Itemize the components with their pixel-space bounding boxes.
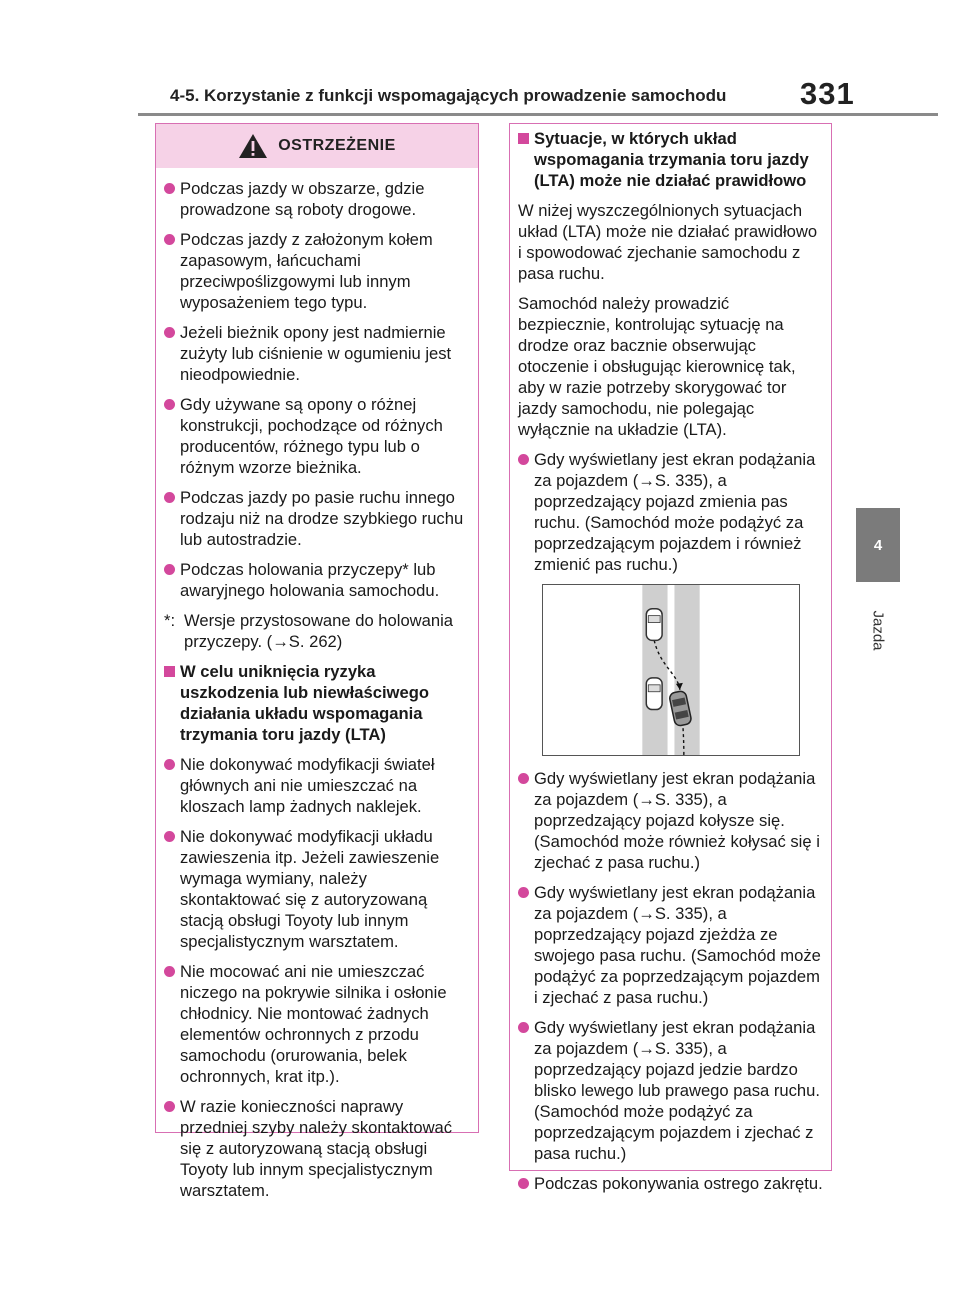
lane-diagram [543,585,799,755]
condition-item: Gdy wyświetlany jest ekran podążania za pojazdem (→S. 335), a poprzedzający pojazd kołysze się. (Samochód może również kołysać się i zjechać z pasa ruchu.) [518,768,825,873]
condition-item: Gdy wyświetlany jest ekran podążania za pojazdem (→S. 335), a poprzedzający pojazd zjeżdża ze swojego pasa ruchu. (Samochód może podążyć za poprzedzającym pojazdem i zjechać z pasa ruchu.) [518,882,825,1008]
warning-item: Podczas jazdy w obszarze, gdzie prowadzone są roboty drogowe. [164,178,472,220]
footnote-mark: *: [164,611,176,630]
warning-item: Podczas jazdy z założonym kołem zapasowym, łańcuchami przeciwpoślizgowymi lub innym wyposażeniem tego typu. [164,229,472,313]
warning-subheading: W celu uniknięcia ryzyka uszkodzenia lub niewłaściwego działania układu wspomagania trzymania toru jazdy (LTA) [164,661,472,745]
section-title: 4-5. Korzystanie z funkcji wspomagających prowadzenie samochodu [170,86,727,105]
chapter-label-text: Jazda [869,609,887,651]
warning-item: Podczas holowania przyczepy* lub awaryjnego holowania samochodu. [164,559,472,601]
warning-triangle-icon [238,133,268,159]
condition-item: Gdy wyświetlany jest ekran podążania za pojazdem (→S. 335), a poprzedzający pojazd jedzie bardzo blisko lewego lub prawego pasa ruchu. (Samochód może podążyć za poprzedzającym pojazdem i zjechać z pasa ruchu.) [518,1017,825,1164]
warning-box [155,123,479,1200]
page-number: 331 [800,76,855,111]
page-header [0,0,960,120]
warning-header [156,124,478,168]
warning-body [156,168,478,1201]
intro-paragraph: W niżej wyszczególnionych sytuacjach układ (LTA) może nie działać prawidłowo i spowodować zjechanie samochodu z pasa ruchu. [518,201,818,283]
warning-item: Podczas jazdy po pasie ruchu innego rodzaju niż na drodze szybkiego ruchu lub autostradzie. [164,487,472,550]
footnote [164,610,472,652]
lta-conditions-box [509,123,832,1193]
warning-item: Nie dokonywać modyfikacji świateł głównych ani nie umieszczać na kloszach lamp żadnych naklejek. [164,754,472,817]
chapter-label [856,600,900,660]
warning-item: Jeżeli bieżnik opony jest nadmiernie zużyty lub ciśnienie w ogumieniu jest nieodpowiednie. [164,322,472,385]
warning-item: Nie dokonywać modyfikacji układu zawieszenia itp. Jeżeli zawieszenie wymaga wymiany, należy skontaktować się z autoryzowaną stacją obsługi Toyoty lub innym specjalistycznym warsztatem. [164,826,472,952]
condition-item: Podczas pokonywania ostrego zakrętu. [518,1173,825,1194]
warning-item: Gdy używane są opony o różnej konstrukcji, pochodzące od różnych producentów, różnego typu lub o różnym wzorze bieżnika. [164,394,472,478]
warning-item: Nie mocować ani nie umieszczać niczego na pokrywie silnika i osłonie chłodnicy. Nie montować żadnych elementów ochronnych z przodu samochodu (orurowania, belek ochronnych, krat itp.). [164,961,472,1087]
lane-change-illustration [542,584,800,756]
chapter-tab[interactable]: 4 [856,508,900,582]
advice-paragraph: Samochód należy prowadzić bezpiecznie, kontrolując sytuację na drodze oraz bacznie obserwując otoczenie i obsługując kierownicę tak, aby w razie potrzeby skorygować tor jazdy samochodu, nie polegając wyłącznie na układzie (LTA). [518,294,796,439]
header-divider [138,113,938,116]
footnote-text: Wersje przystosowane do holowania przyczepy. (→S. 262) [184,611,454,651]
condition-item: Gdy wyświetlany jest ekran podążania za pojazdem (→S. 335), a poprzedzający pojazd zmienia pas ruchu. (Samochód może podążyć za poprzedzającym pojazdem i również zmienić pas ruchu.) [518,449,825,575]
warning-title: OSTRZEŻENIE [278,137,396,154]
lta-heading: Sytuacje, w których układ wspomagania trzymania toru jazdy (LTA) może nie działać prawidłowo [518,128,825,191]
warning-item: W razie konieczności naprawy przedniej szyby należy skontaktować się z autoryzowaną stacją obsługi Toyoty lub innym specjalistycznym warsztatem. [164,1096,472,1201]
